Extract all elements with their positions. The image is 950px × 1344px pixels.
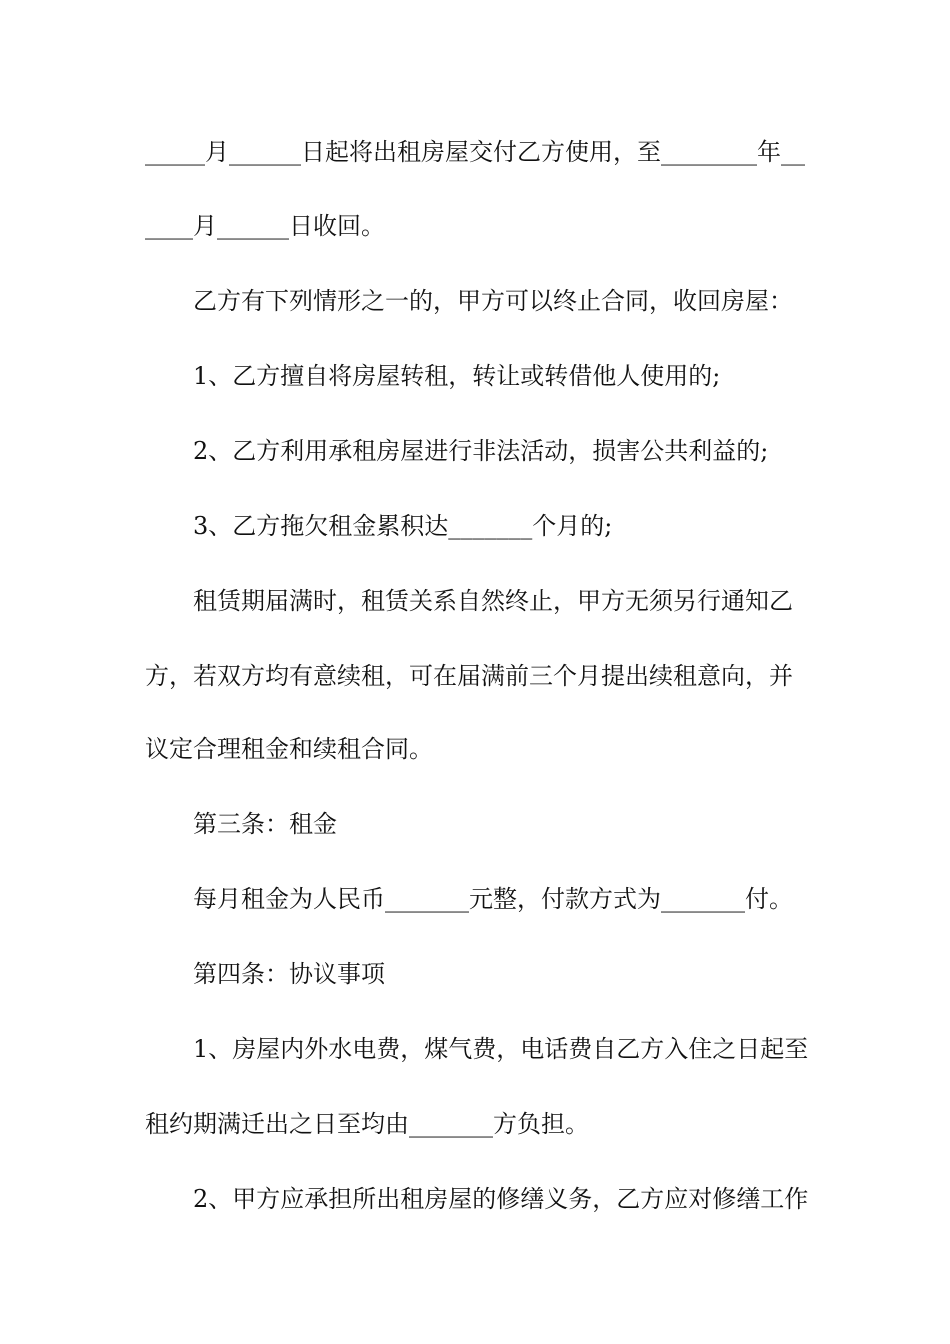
list-item: 2、甲方应承担所出租房屋的修缮义务，乙方应对修缮工作	[193, 1185, 809, 1213]
text-line: 方，若双方均有意续租，可在届满前三个月提出续租意向，并	[145, 662, 793, 690]
text-line: 每月租金为人民币_______元整，付款方式为_______付。	[193, 885, 793, 913]
text-line: ____月______日收回。	[145, 212, 385, 240]
text-line: 租赁期届满时，租赁关系自然终止，甲方无须另行通知乙	[193, 587, 793, 615]
list-item: 1、乙方擅自将房屋转租，转让或转借他人使用的;	[193, 362, 721, 390]
text-line: _____月______日起将出租房屋交付乙方使用，至________年__	[145, 138, 805, 166]
text-line: 乙方有下列情形之一的，甲方可以终止合同，收回房屋：	[193, 287, 793, 315]
text-line: 租约期满迁出之日至均由_______方负担。	[145, 1110, 589, 1138]
list-item: 2、乙方利用承租房屋进行非法活动，损害公共利益的;	[193, 437, 769, 465]
section-heading: 第三条：租金	[193, 810, 337, 838]
list-item: 3、乙方拖欠租金累积达_______个月的;	[193, 512, 613, 540]
text-line: 议定合理租金和续租合同。	[145, 735, 433, 763]
section-heading: 第四条：协议事项	[193, 960, 385, 988]
list-item: 1、房屋内外水电费，煤气费，电话费自乙方入住之日起至	[193, 1035, 809, 1063]
